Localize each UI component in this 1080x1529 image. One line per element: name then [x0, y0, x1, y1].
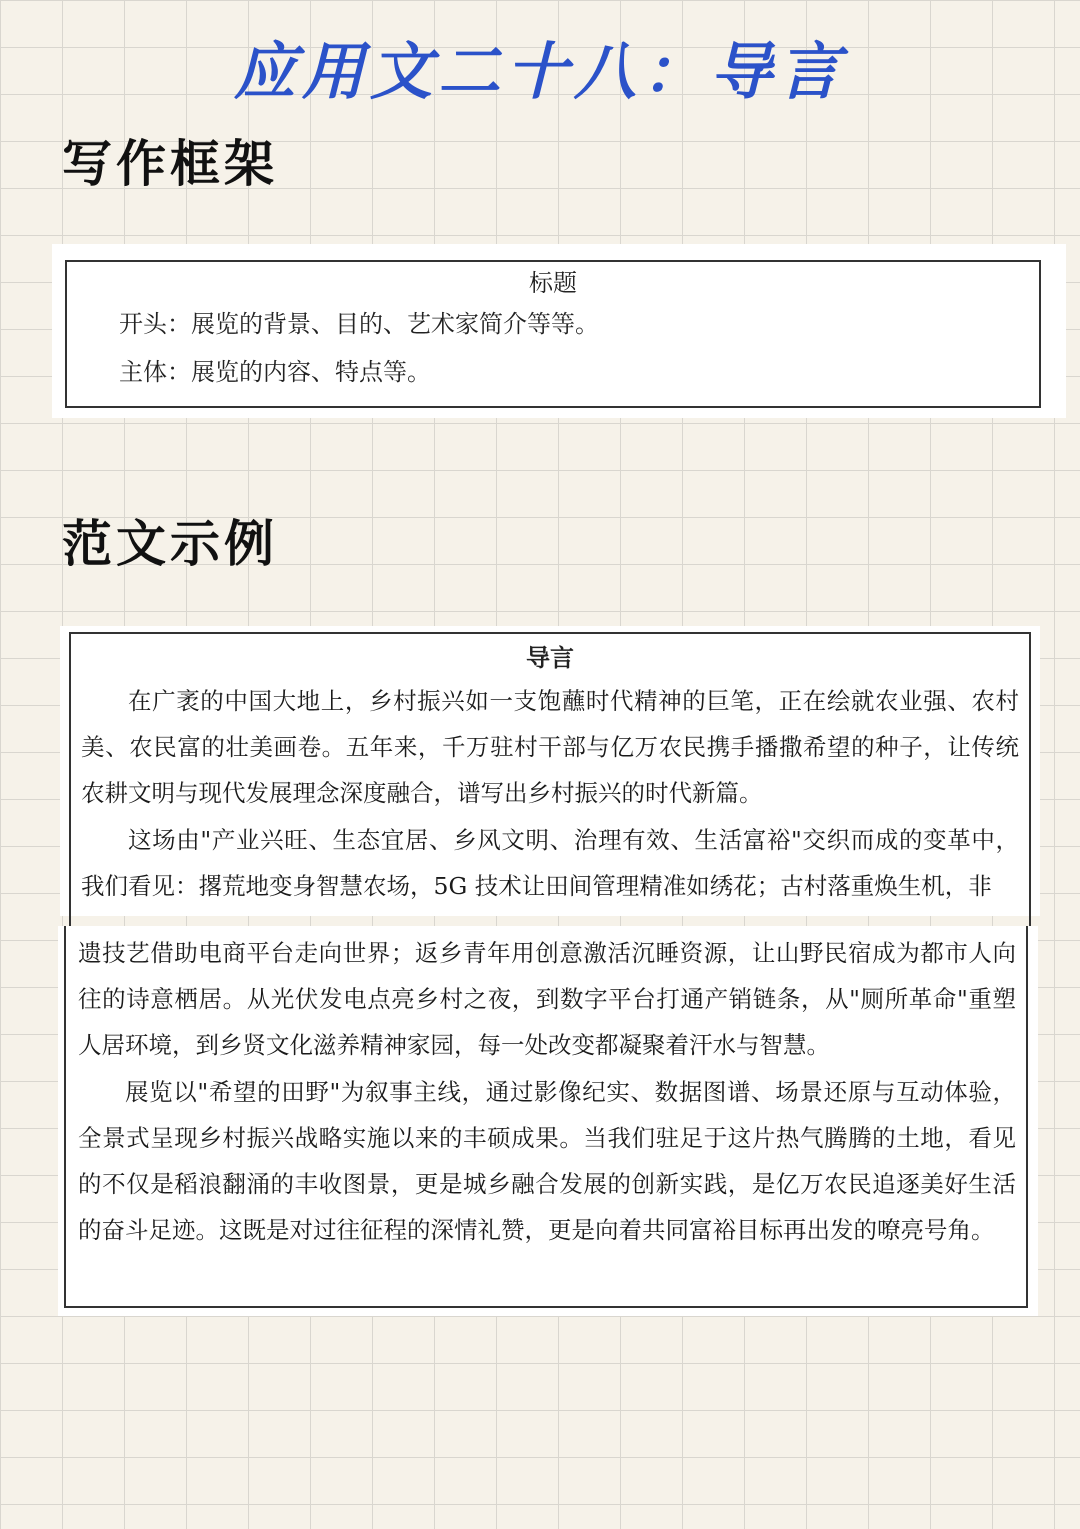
essay-paper-bottom	[58, 926, 1038, 1316]
essay-paragraph-1: 在广袤的中国大地上，乡村振兴如一支饱蘸时代精神的巨笔，正在绘就农业强、农村美、农民富的壮美画卷。五年来，千万驻村干部与亿万农民携手播撒希望的种子，让传统农耕文明与现代发展理念深度融合，谱写出乡村振兴的时代新篇。	[81, 687, 1019, 808]
essay-title: 导言	[526, 643, 574, 672]
framework-line-body: 主体：展览的内容、特点等。	[119, 358, 431, 386]
essay-paragraph-3: 展览以"希望的田野"为叙事主线，通过影像纪实、数据图谱、场景还原与互动体验，全景式呈现乡村振兴战略实施以来的丰硕成果。当我们驻足于这片热气腾腾的土地，看见的不仅是稻浪翻涌的丰收图景，更是城乡融合发展的创新实践，是亿万农民追逐美好生活的奋斗足迹。这既是对过往征程的深情礼赞，更是向着共同富裕目标再出发的嘹亮号角。	[78, 1077, 1016, 1245]
framework-heading: 写作框架	[62, 134, 278, 193]
essay-box-top	[69, 632, 1031, 932]
example-heading: 范文示例	[62, 514, 278, 573]
framework-box	[65, 260, 1041, 408]
framework-paper	[52, 244, 1066, 418]
framework-box-title: 标题	[529, 269, 577, 297]
essay-paragraph-2-end: 遗技艺借助电商平台走向世界；返乡青年用创意激活沉睡资源，让山野民宿成为都市人向往的诗意栖居。从光伏发电点亮乡村之夜，到数字平台打通产销链条，从"厕所革命"重塑人居环境，到乡贤文化滋养精神家园，每一处改变都凝聚着汗水与智慧。	[78, 939, 1016, 1060]
essay-paragraph-2-start: 这场由"产业兴旺、生态宜居、乡风文明、治理有效、生活富裕"交织而成的变革中，我们看见：撂荒地变身智慧农场，5G 技术让田间管理精准如绣花；古村落重焕生机，非	[81, 825, 1019, 900]
page-title: 应用文二十八：导言	[233, 35, 846, 108]
essay-paper-top	[60, 626, 1040, 916]
framework-line-opening: 开头：展览的背景、目的、艺术家简介等等。	[119, 310, 599, 338]
essay-box-bottom	[64, 926, 1028, 1308]
